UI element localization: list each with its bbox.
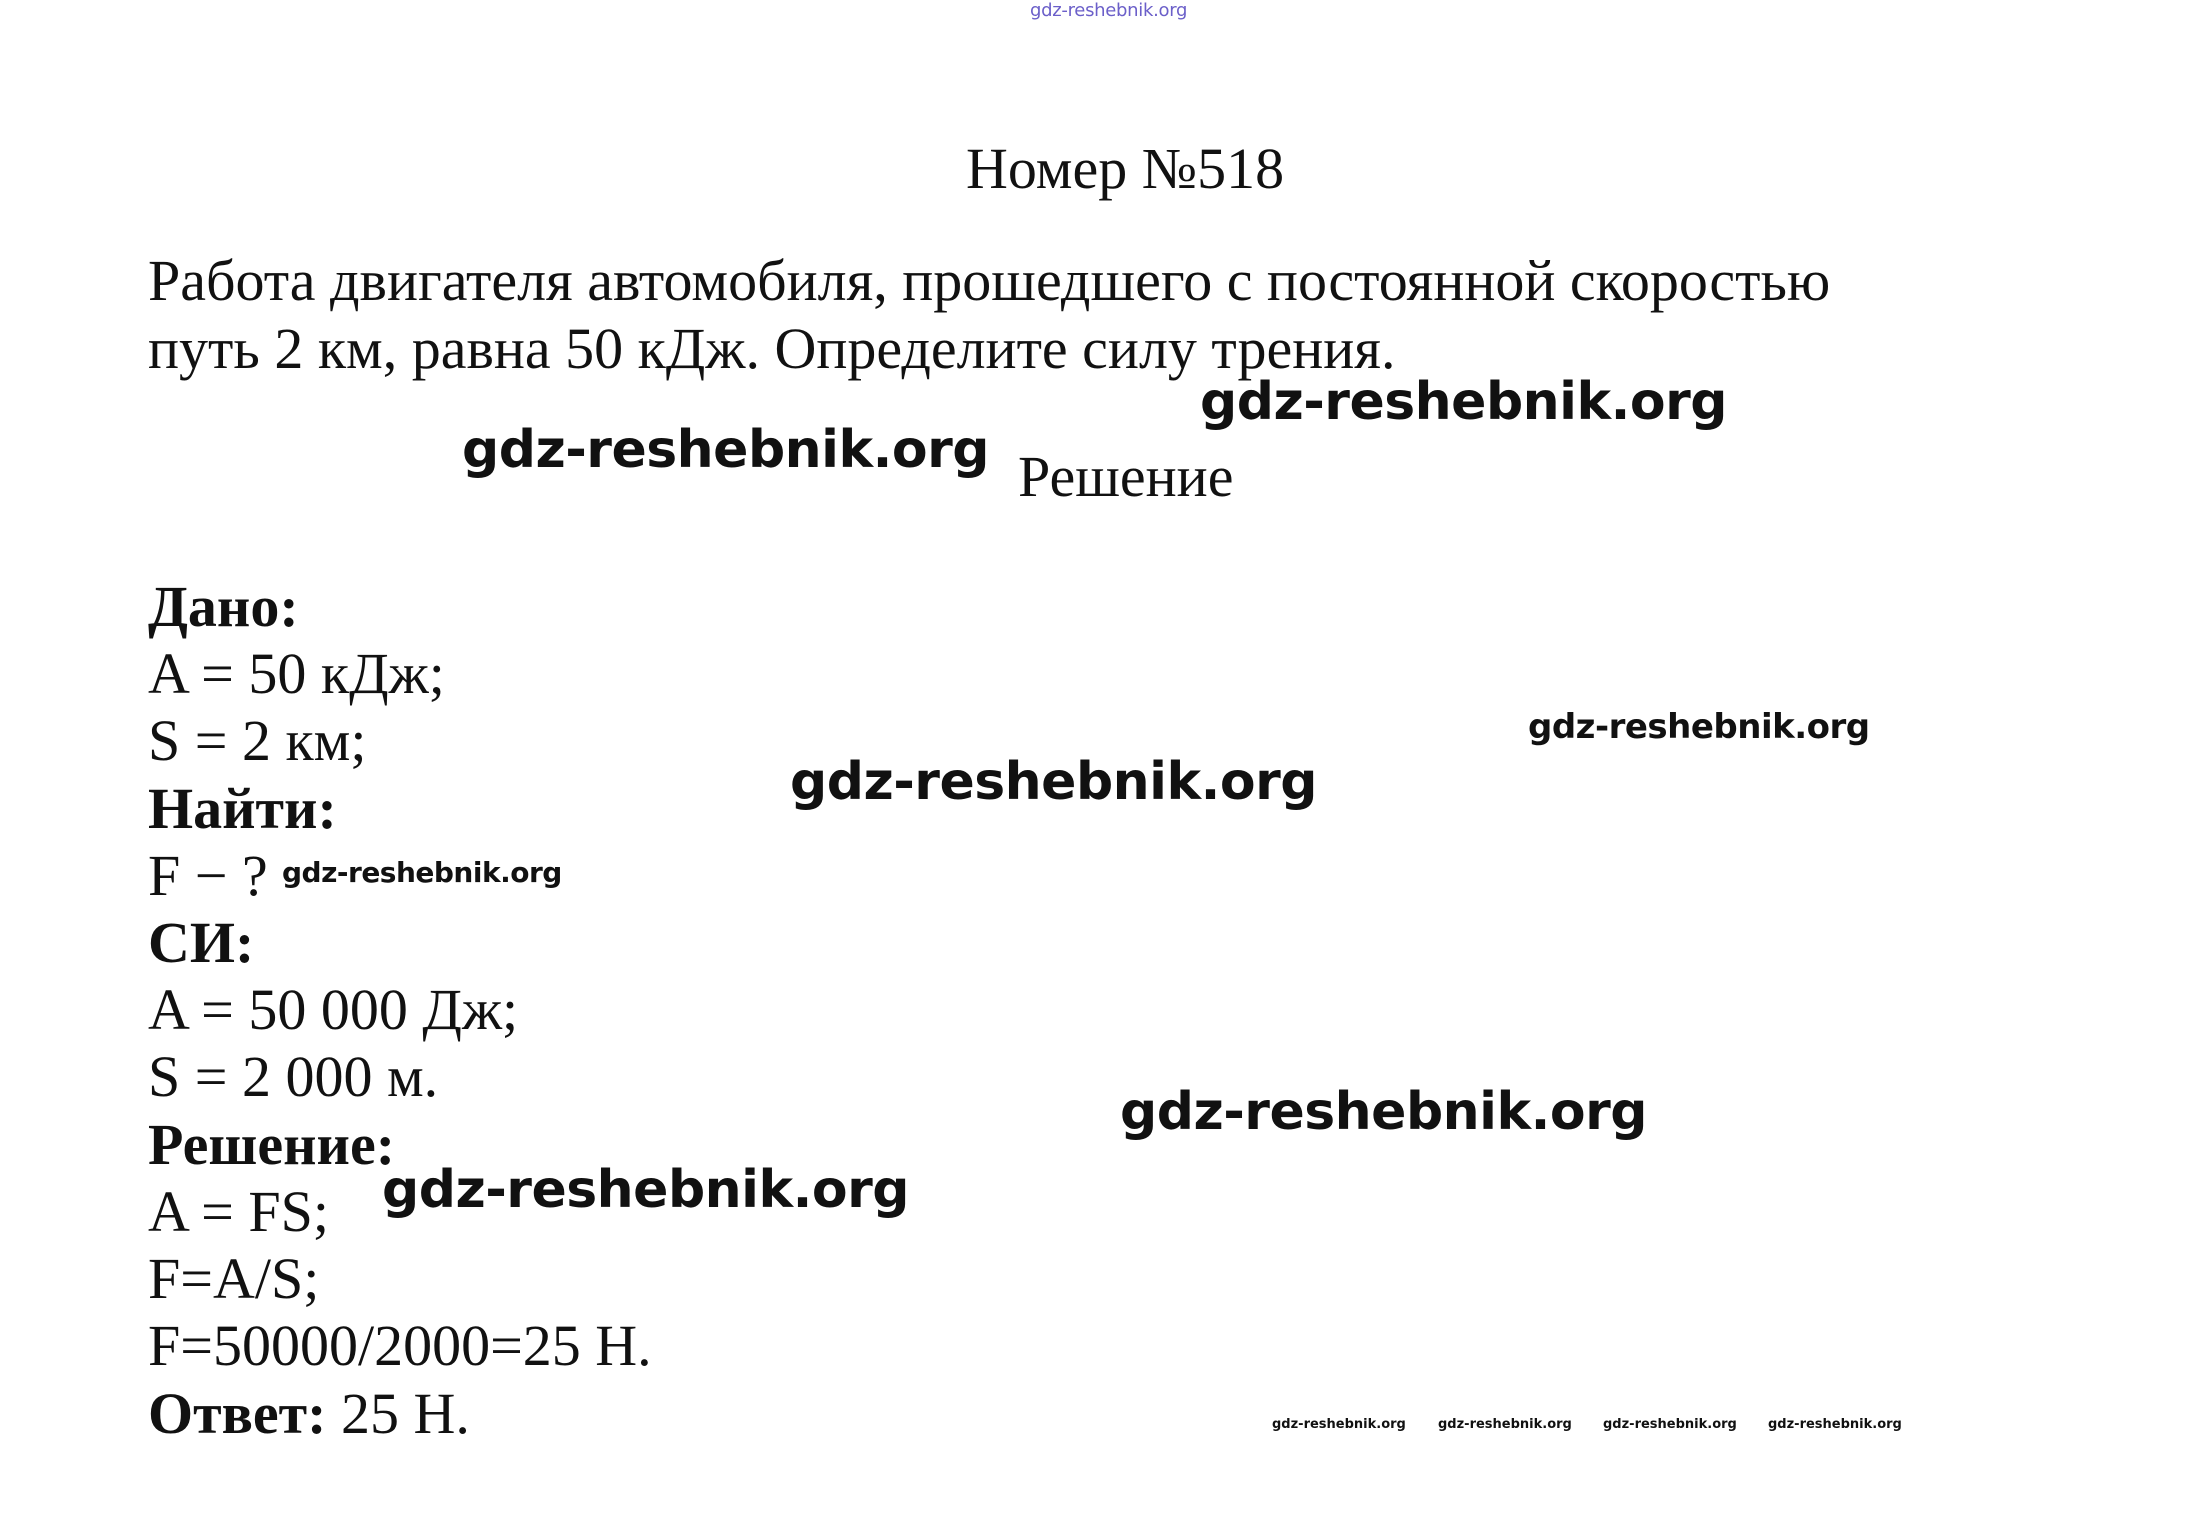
si-label: СИ: <box>148 910 255 975</box>
si-line: S = 2 000 м. <box>148 1044 439 1109</box>
watermark: gdz-reshebnik.org <box>1200 372 1727 432</box>
find-line: F − ? <box>148 843 268 908</box>
solution-label: Решение: <box>148 1112 396 1177</box>
footer-watermark: gdz-reshebnik.org <box>1272 1417 1406 1432</box>
given-label: Дано: <box>148 574 299 639</box>
solution-step: F=50000/2000=25 Н. <box>148 1313 652 1378</box>
given-line: A = 50 кДж; <box>148 641 445 706</box>
watermark: gdz-reshebnik.org <box>1120 1082 1647 1142</box>
watermark: gdz-reshebnik.org <box>462 420 989 480</box>
footer-watermark: gdz-reshebnik.org <box>1768 1417 1902 1432</box>
given-line: S = 2 км; <box>148 708 367 773</box>
top-watermark: gdz-reshebnik.org <box>1030 0 1188 21</box>
page-title: Номер №518 <box>966 136 1285 201</box>
solution-step: A = FS; <box>148 1179 330 1244</box>
footer-watermark: gdz-reshebnik.org <box>1603 1417 1737 1432</box>
problem-line-2: путь 2 км, равна 50 кДж. Определите силу трения. <box>148 316 1396 381</box>
watermark: gdz-reshebnik.org <box>1528 707 1870 747</box>
answer-line <box>148 1381 470 1446</box>
watermark: gdz-reshebnik.org <box>282 856 562 889</box>
si-line: A = 50 000 Дж; <box>148 977 519 1042</box>
answer-value: 25 Н. <box>326 1381 470 1446</box>
answer-label: Ответ: <box>148 1381 327 1446</box>
watermark: gdz-reshebnik.org <box>382 1160 909 1220</box>
problem-line-1: Работа двигателя автомобиля, прошедшего с постоянной скоростью <box>148 248 1831 313</box>
solution-heading: Решение <box>1018 444 1234 509</box>
find-label: Найти: <box>148 776 337 841</box>
watermark: gdz-reshebnik.org <box>790 752 1317 812</box>
footer-watermark: gdz-reshebnik.org <box>1438 1417 1572 1432</box>
solution-step: F=A/S; <box>148 1246 320 1311</box>
